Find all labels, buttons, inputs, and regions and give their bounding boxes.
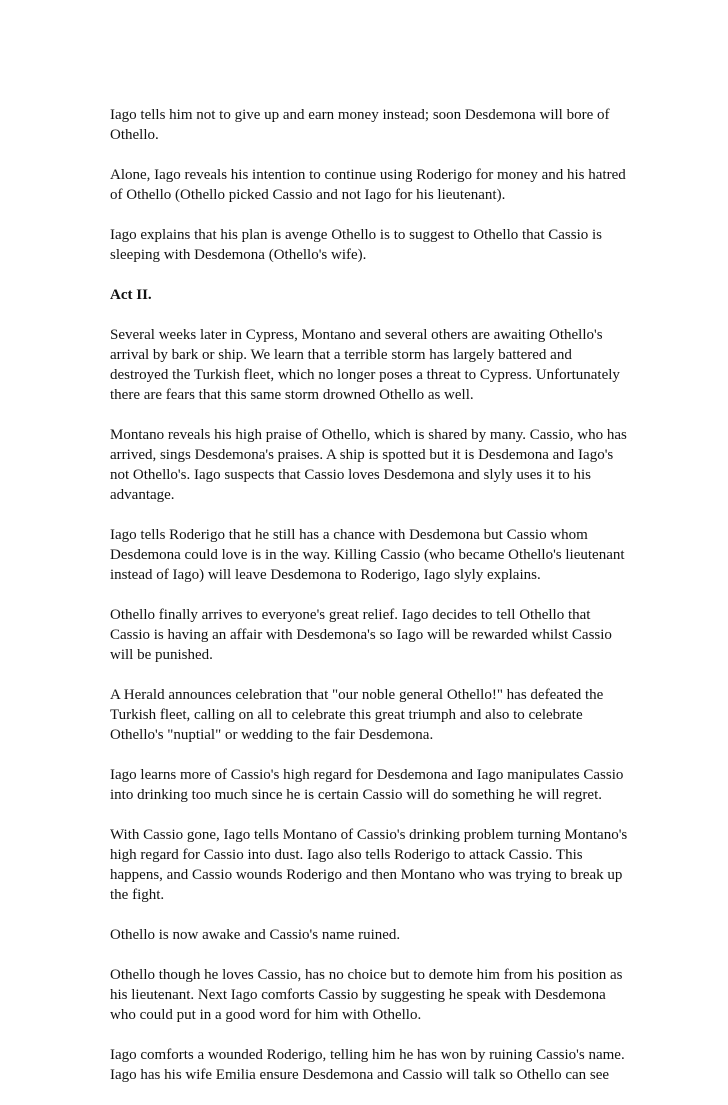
paragraph: Othello is now awake and Cassio's name ruined. bbox=[110, 927, 401, 943]
paragraph: Alone, Iago reveals his intention to continue using Roderigo for money and his hatred of Othello (Othello picked Cassio and not Iago for his lieutenant). bbox=[110, 167, 626, 203]
paragraph: With Cassio gone, Iago tells Montano of Cassio's drinking problem turning Montano's high regard for Cassio into dust. Iago also tells Roderigo to attack Cassio. This happens, and Cassio wounds Roderigo and then Montano who was trying to break up the fight. bbox=[110, 827, 628, 903]
paragraph: Montano reveals his high praise of Othello, which is shared by many. Cassio, who has arrived, sings Desdemona's praises. A ship is spotted but it is Desdemona and Iago's not Othello's. Iago suspects that Cassio loves Desdemona and slyly uses it to his advantage. bbox=[110, 427, 627, 503]
paragraph: Iago explains that his plan is avenge Othello is to suggest to Othello that Cassio is sleeping with Desdemona (Othello's wife). bbox=[110, 227, 603, 263]
paragraph: A Herald announces celebration that "our noble general Othello!" has defeated the Turkish fleet, calling on all to celebrate this great triumph and also to celebrate Othello's "nuptial" or wedding to the fair Desdemona. bbox=[110, 687, 604, 743]
document-body bbox=[110, 105, 630, 1105]
section-heading: Act II. bbox=[110, 287, 152, 303]
paragraph: Several weeks later in Cypress, Montano and several others are awaiting Othello's arrival by bark or ship. We learn that a terrible storm has largely battered and destroyed the Turkish fleet, which no longer poses a threat to Cypress. Unfortunately there are fears that this same storm drowned Othello as well. bbox=[110, 327, 620, 403]
paragraph: Iago comforts a wounded Roderigo, telling him he has won by ruining Cassio's name. Iago has his wife Emilia ensure Desdemona and Cassio will talk so Othello can see bbox=[110, 1047, 625, 1083]
paragraph: Othello finally arrives to everyone's great relief. Iago decides to tell Othello that Cassio is having an affair with Desdemona's so Iago will be rewarded whilst Cassio will be punished. bbox=[110, 607, 612, 663]
paragraph: Othello though he loves Cassio, has no choice but to demote him from his position as his lieutenant. Next Iago comforts Cassio by suggesting he speak with Desdemona who could put in a good word for him with Othello. bbox=[110, 967, 623, 1023]
paragraph: Iago tells Roderigo that he still has a chance with Desdemona but Cassio whom Desdemona could love is in the way. Killing Cassio (who became Othello's lieutenant instead of Iago) will leave Desdemona to Roderigo, Iago slyly explains. bbox=[110, 527, 625, 583]
paragraph: Iago tells him not to give up and earn money instead; soon Desdemona will bore of Othello. bbox=[110, 107, 610, 143]
paragraph: Iago learns more of Cassio's high regard for Desdemona and Iago manipulates Cassio into drinking too much since he is certain Cassio will do something he will regret. bbox=[110, 767, 624, 803]
